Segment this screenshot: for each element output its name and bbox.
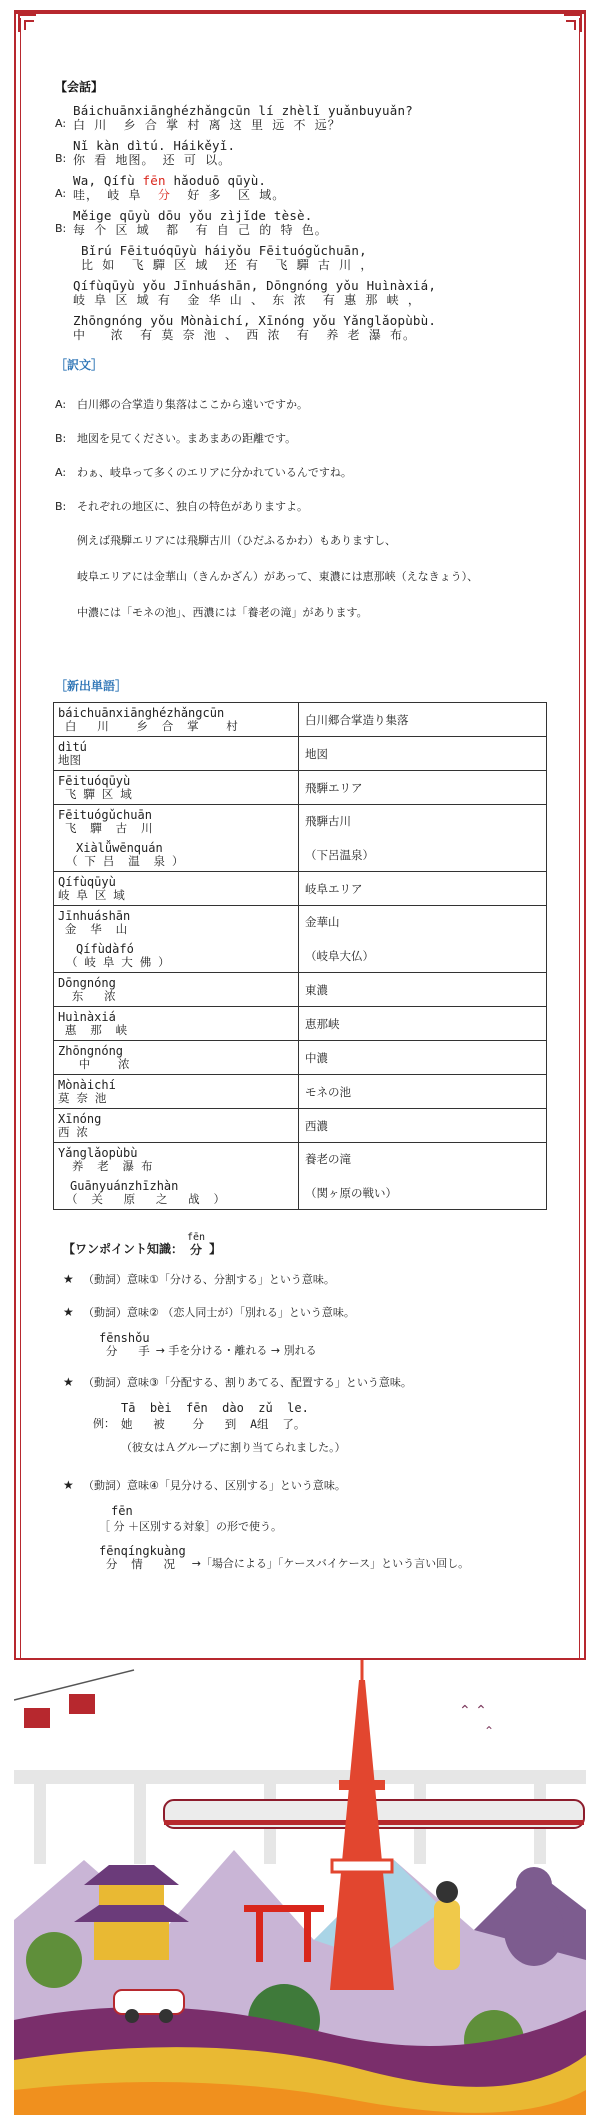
translation-text: 岐阜エリアには金華山（きんかざん）があって、東濃には恵那峡（えなきょう）、 [77,570,479,583]
car-wheel [159,2009,173,2023]
vocab-hanzi: 岐 阜 区 域 [58,888,125,902]
vocab-pinyin: Fēituóqūyù [58,774,131,788]
table-row [54,703,547,737]
speaker-label: B: [55,152,67,165]
dialog-line [55,278,555,307]
frame-corner [566,20,576,30]
star-icon: ★ [63,1478,74,1492]
meaning-text: （動詞）意味② （恋人同士が）「別れる」という意味。 [83,1306,355,1319]
dialog-line [55,173,555,202]
vocab-chinese-cell [54,1075,299,1109]
table-row [54,737,547,771]
translation-line [55,397,555,413]
meaning-text: （動詞）意味①「分ける、分割する」という意味。 [83,1273,335,1286]
pinyin-text: Měige qūyù dōu yǒu zìjǐde tèsè. [73,208,313,223]
vocab-pinyin: Jīnhuáshān [58,909,131,923]
hanzi-text [73,188,555,202]
vocab-sub-pinyin: Xiàlǚwēnquán [76,841,163,855]
meaning-item [63,1374,555,1391]
tower-deck [339,1780,385,1790]
table-row [54,805,547,872]
vocab-pinyin: Dōngnóng [58,976,116,990]
example-hanzi: 分 情 况 [99,1557,176,1571]
lesson-content [55,78,555,1587]
vocab-sub-hanzi: （ 下 吕 温 泉 ） [66,854,184,868]
buddha [504,1894,564,1966]
example-hanzi: 分 手 [99,1344,150,1358]
hanzi-part: 哇， 岐 阜 [73,188,158,202]
speaker-label: B: [55,432,67,445]
vocab-chinese-cell [54,906,299,973]
vocab-pinyin: Zhōngnóng [58,1044,124,1058]
ruby-word [187,1232,205,1257]
vocab-sub-japanese: （関ヶ原の戦い） [305,1186,397,1200]
vocab-hanzi: 养 老 瀑 布 [58,1159,153,1173]
dialog-line [55,138,555,167]
table-row [54,872,547,906]
vocab-pinyin: báichuānxiānghézhǎngcūn [58,706,225,720]
torii [244,1905,324,1912]
star-icon: ★ [63,1272,74,1286]
example-pinyin: Tā bèi fēn dào zǔ le. [121,1401,309,1415]
table-row [54,1007,547,1041]
vocab-chinese-cell [54,1143,299,1210]
vocab-japanese: 東濃 [299,973,547,1007]
onepoint-title-suffix: 】 [209,1242,222,1256]
table-row [54,1075,547,1109]
vocab-chinese-cell [54,1041,299,1075]
example-hanzi: 她 被 分 到 A组 了。 [121,1417,306,1431]
vocab-pinyin: Huìnàxiá [58,1010,116,1024]
example-pinyin: fēnshǒu [99,1331,150,1345]
hanzi-text: 岐 阜 区 域 有 金 华 山 、 东 浓 有 惠 那 峡 ， [73,293,421,307]
translation-line [55,465,555,481]
translation-text: 地図を見てください。まあまあの距離です。 [77,432,297,445]
vocab-chinese-cell [54,1007,299,1041]
vocab-sub-japanese: （下呂温泉） [305,848,374,862]
vocab-japanese: 恵那峡 [299,1007,547,1041]
vocab-japanese: 白川郷合掌造り集落 [299,703,547,737]
hanzi-text: 比 如 飞 驒 区 域 还 有 飞 驒 古 川 ， [81,258,374,272]
example-label: 例： [93,1417,115,1430]
vocab-japanese-cell [299,805,547,872]
cable-car [69,1694,95,1714]
vocab-japanese: 岐阜エリア [299,872,547,906]
vocab-section [55,677,555,1210]
meaning-item [63,1477,555,1494]
translation-line [55,431,555,447]
vocab-japanese: 金華山 [305,915,340,929]
vocab-chinese-cell [54,805,299,872]
illustration-svg [14,1660,586,2115]
speaker-label: A: [55,466,67,479]
vocab-japanese: 飛騨古川 [305,814,351,828]
translation-text: わぁ、岐阜って多くのエリアに分かれているんですね。 [77,466,352,479]
tree [26,1932,82,1988]
dialog-line [55,243,555,272]
translation-section [55,356,555,621]
translation-text: それぞれの地区に、独自の特色がありますよ。 [77,500,308,513]
vocab-japanese-cell [299,1143,547,1210]
speaker-label: A: [55,187,67,200]
speaker-label: B: [55,222,67,235]
vocab-chinese-cell [54,771,299,805]
star-icon: ★ [63,1305,74,1319]
pinyin-text: Nǐ kàn dìtú. Háikěyǐ. [73,138,236,153]
onepoint-section [55,1232,555,1571]
speaker-label [55,243,73,272]
table-row [54,1041,547,1075]
torii [304,1912,311,1962]
car [114,1990,184,2014]
car-wheel [125,2009,139,2023]
table-row [54,771,547,805]
vocab-japanese: 中濃 [299,1041,547,1075]
example-explanation: → 手を分ける・離れる → 別れる [155,1344,317,1357]
pinyin-text: Qífùqūyù yǒu Jīnhuáshān, Dōngnóng yǒu Huìnàxiá, [73,278,437,293]
conversation-title: 【会話】 [55,80,104,94]
speaker-label [55,278,73,307]
vocab-chinese-cell [54,872,299,906]
hanzi-text: 白 川 乡 合 掌 村 离 这 里 远 不 远？ [73,118,341,132]
tower-deck [332,1860,392,1872]
vocab-hanzi: 白 川 乡 合 掌 村 [58,719,238,733]
vocab-sub-hanzi: （ 关 原 之 战 ） [66,1192,226,1206]
speaker-label: B: [55,500,67,513]
bridge-pillar [34,1784,46,1864]
dialog-line [55,313,555,342]
speaker-label: A: [55,117,67,130]
vocab-pinyin: Xīnóng [58,1112,102,1126]
vocab-chinese-cell [54,973,299,1007]
speaker-label [55,313,73,342]
hanzi-part: 好 多 区 域。 [170,188,286,202]
translation-text: 例えば飛騨エリアには飛騨古川（ひだふるかわ）もありますし、 [77,534,396,547]
pavilion [94,1922,169,1960]
vocab-sub-japanese: （岐阜大仏） [305,949,374,963]
japan-landmarks-illustration [14,1660,586,2115]
usage-text: ［ 分 ＋区別する対象］の形で使う。 [99,1520,282,1533]
translation-text: 中濃には「モネの池」、西濃には「養老の滝」があります。 [77,606,368,619]
torii [256,1912,263,1962]
ruby-base: 分 [190,1243,203,1257]
vocab-hanzi: 莫 奈 池 [58,1091,107,1105]
translation-text: 白川郷の合掌造り集落はここから遠いですか。 [77,398,308,411]
conversation-section [55,78,555,342]
dialog-line [55,208,555,237]
vocab-title: ［新出単語］ [55,679,128,693]
highlight-keyword: fēn [142,173,166,188]
table-row [54,1109,547,1143]
table-row [54,973,547,1007]
hanzi-text: 中 浓 有 莫 奈 池 、 西 浓 有 养 老 瀑 布。 [73,328,417,342]
translation-line [55,569,555,585]
vocab-sub-pinyin: Qífùdàfó [76,942,134,956]
vocab-chinese-cell [54,703,299,737]
pinyin-part: Wa, Qífù [73,173,143,188]
vocab-hanzi: 惠 那 峡 [58,1023,128,1037]
pinyin-part: hǎoduō qūyù. [165,173,267,188]
vocab-hanzi: 地图 [58,753,81,767]
meaning-item [63,1271,555,1288]
vocab-sub-pinyin: Guānyuánzhīzhàn [70,1179,179,1193]
vocab-japanese: 養老の滝 [305,1152,351,1166]
cable-car [24,1708,50,1728]
birds-icon: ⌃ ⌃ [459,1703,487,1719]
vocab-hanzi: 西 浓 [58,1125,88,1139]
meaning-text: （動詞）意味④「見分ける、区別する」という意味。 [83,1479,346,1492]
example-explanation: →「場合による」「ケースバイケース」という言い回し。 [191,1557,470,1570]
hanzi-text: 每 个 区 域 都 有 自 己 的 特 色。 [73,223,328,237]
vocab-hanzi: 飞 驒 古 川 [58,821,153,835]
meaning-text: （動詞）意味③「分配する、割りあてる、配置する」という意味。 [83,1376,412,1389]
vocab-pinyin: Fēituógǔchuān [58,808,152,822]
ruby-pinyin: fēn [187,1232,206,1243]
vocab-chinese-cell [54,1109,299,1143]
table-row [54,906,547,973]
hanzi-text: 你 看 地图。 还 可 以。 [73,153,232,167]
geisha-head [436,1881,458,1903]
vocab-japanese: 飛騨エリア [299,771,547,805]
translation-line [55,533,555,549]
bridge-pillar [134,1784,146,1864]
translation-title: ［訳文］ [55,358,104,372]
vocab-hanzi: 飞 驒 区 域 [58,787,132,801]
usage-pinyin: fēn [111,1504,133,1518]
vocab-pinyin: Mònàichí [58,1078,116,1092]
vocab-pinyin: Qífùqūyù [58,875,116,889]
vocab-pinyin: Yǎnglǎopùbù [58,1146,138,1160]
birds-icon: ⌃ [484,1724,495,1738]
bridge-deck [14,1770,586,1784]
example-sentence [63,1401,555,1431]
buddha-head [516,1867,552,1903]
highlight-keyword: 分 [157,188,171,202]
speaker-label: A: [55,398,67,411]
onepoint-title-prefix: 【ワンポイント知識： [63,1242,184,1256]
vocab-japanese: 西濃 [299,1109,547,1143]
meaning-item [63,1304,555,1321]
pinyin-text [73,173,555,188]
pinyin-text: Bǐrú Fēituóqūyù háiyǒu Fēituógǔchuān, [81,243,367,258]
vocab-hanzi: 金 华 山 [58,922,128,936]
pinyin-text: Báichuānxiānghézhǎngcūn lí zhèlǐ yuǎnbuyuǎn? [73,103,413,118]
geisha [434,1900,460,1970]
frame-corner [24,20,34,30]
usage-pattern [63,1504,555,1534]
vocab-japanese: モネの池 [299,1075,547,1109]
star-icon: ★ [63,1375,74,1389]
vocab-japanese: 地図 [299,737,547,771]
vocab-japanese-cell [299,906,547,973]
vocab-chinese-cell [54,737,299,771]
vocab-sub-hanzi: （ 岐 阜 大 佛 ） [66,955,170,969]
example-translation: （彼女はＡグループに割り当てられました。） [121,1441,346,1454]
onepoint-title [63,1232,555,1257]
example-word [63,1331,555,1358]
translation-line [55,605,555,621]
vocab-table [53,702,547,1210]
vocab-pinyin: dìtú [58,740,87,754]
translation-line [55,499,555,515]
pinyin-text: Zhōngnóng yǒu Mònàichí, Xīnóng yǒu Yǎnglǎopùbù. [73,313,437,328]
example-word [63,1544,555,1571]
vocab-hanzi: 中 浓 [58,1057,130,1071]
dialog-line [55,103,555,132]
example-pinyin: fēnqíngkuàng [99,1544,186,1558]
vocab-hanzi: 东 浓 [58,989,116,1003]
table-row [54,1143,547,1210]
